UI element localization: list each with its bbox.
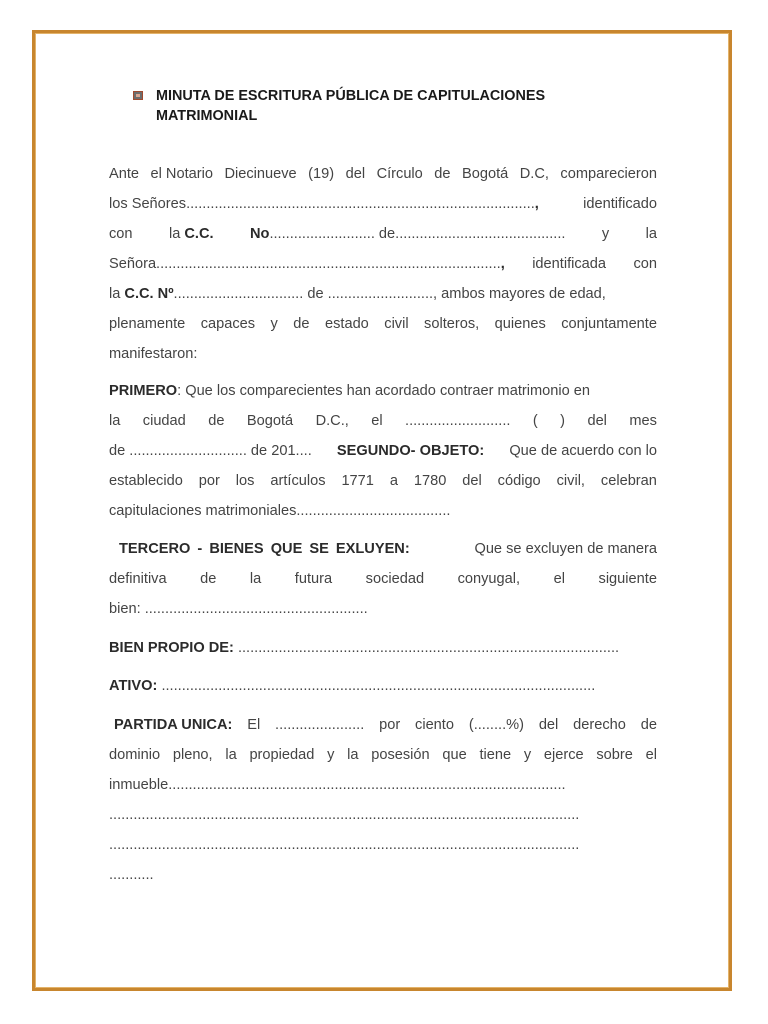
text-line: dominio pleno, la propiedad y la posesión que tiene y ejerce sobre el — [109, 747, 657, 763]
paragraph-partida-unica — [109, 710, 657, 890]
text-line: establecido por los artículos 1771 a 1780 del código civil, celebran — [109, 473, 657, 489]
clause-label-segundo: SEGUNDO- OBJETO: — [336, 443, 485, 459]
clause-label-partida: PARTIDA UNICA: — [114, 717, 233, 733]
text-line: con la C.C. No.......................... de.......................................... y la — [109, 226, 657, 242]
text-line: los Señores......................................................................................, identificado — [109, 196, 657, 212]
text-line: Ante el Notario Diecinueve (19) del Círculo de Bogotá D.C, comparecieron — [109, 166, 657, 182]
text-line: PRIMERO: Que los comparecientes han acordado contraer matrimonio en — [109, 383, 591, 399]
text-line: la C.C. Nº................................ de .........................., ambos mayores de edad, — [109, 286, 606, 302]
text-line: bien: ....................................................... — [109, 601, 368, 617]
text-line: TERCERO - BIENES QUE SE EXLUYEN: Que se excluyen de manera — [109, 534, 657, 564]
paragraph-tercero — [109, 534, 657, 624]
label-ativo: ATIVO: — [109, 678, 158, 694]
text-line: capitulaciones matrimoniales...................................... — [109, 503, 451, 519]
clause-label-tercero: TERCERO - BIENES QUE SE EXLUYEN: — [119, 541, 410, 557]
field-bien-propio: BIEN PROPIO DE: .............................................................................................. — [109, 640, 620, 656]
square-bullet-icon — [133, 91, 143, 100]
text-line: .................................................................................................................... — [109, 837, 580, 853]
text-line: ........... — [109, 867, 154, 883]
text-line: inmueble.................................................................................................. — [109, 777, 566, 793]
text-line: de ............................. de 201.... SEGUNDO- OBJETO: Que de acuerdo con lo — [109, 436, 657, 466]
text-line: plenamente capaces y de estado civil solteros, quienes conjuntamente — [109, 316, 657, 332]
title-line-1: MINUTA DE ESCRITURA PÚBLICA DE CAPITULACIONES — [156, 88, 546, 104]
text-line: .................................................................................................................... — [109, 807, 580, 823]
paragraph-primero — [109, 376, 657, 526]
text-line: definitiva de la futura sociedad conyugal, el siguiente — [109, 571, 657, 587]
title-line-2: MATRIMONIAL — [156, 108, 258, 124]
field-ativo: ATIVO: ........................................................................................................... — [109, 678, 596, 694]
text-line: la ciudad de Bogotá D.C., el .......................... ( ) del mes — [109, 413, 657, 429]
text-line: PARTIDA UNICA: El ...................... por ciento (........%) del derecho de — [109, 710, 657, 740]
paragraph-comparecientes — [109, 159, 657, 369]
text-line: manifestaron: — [109, 346, 198, 362]
label-bien-propio: BIEN PROPIO DE: — [109, 640, 234, 656]
text-line: Señora....................................................................................., identificada con — [109, 256, 657, 272]
clause-label-primero: PRIMERO — [109, 383, 178, 399]
